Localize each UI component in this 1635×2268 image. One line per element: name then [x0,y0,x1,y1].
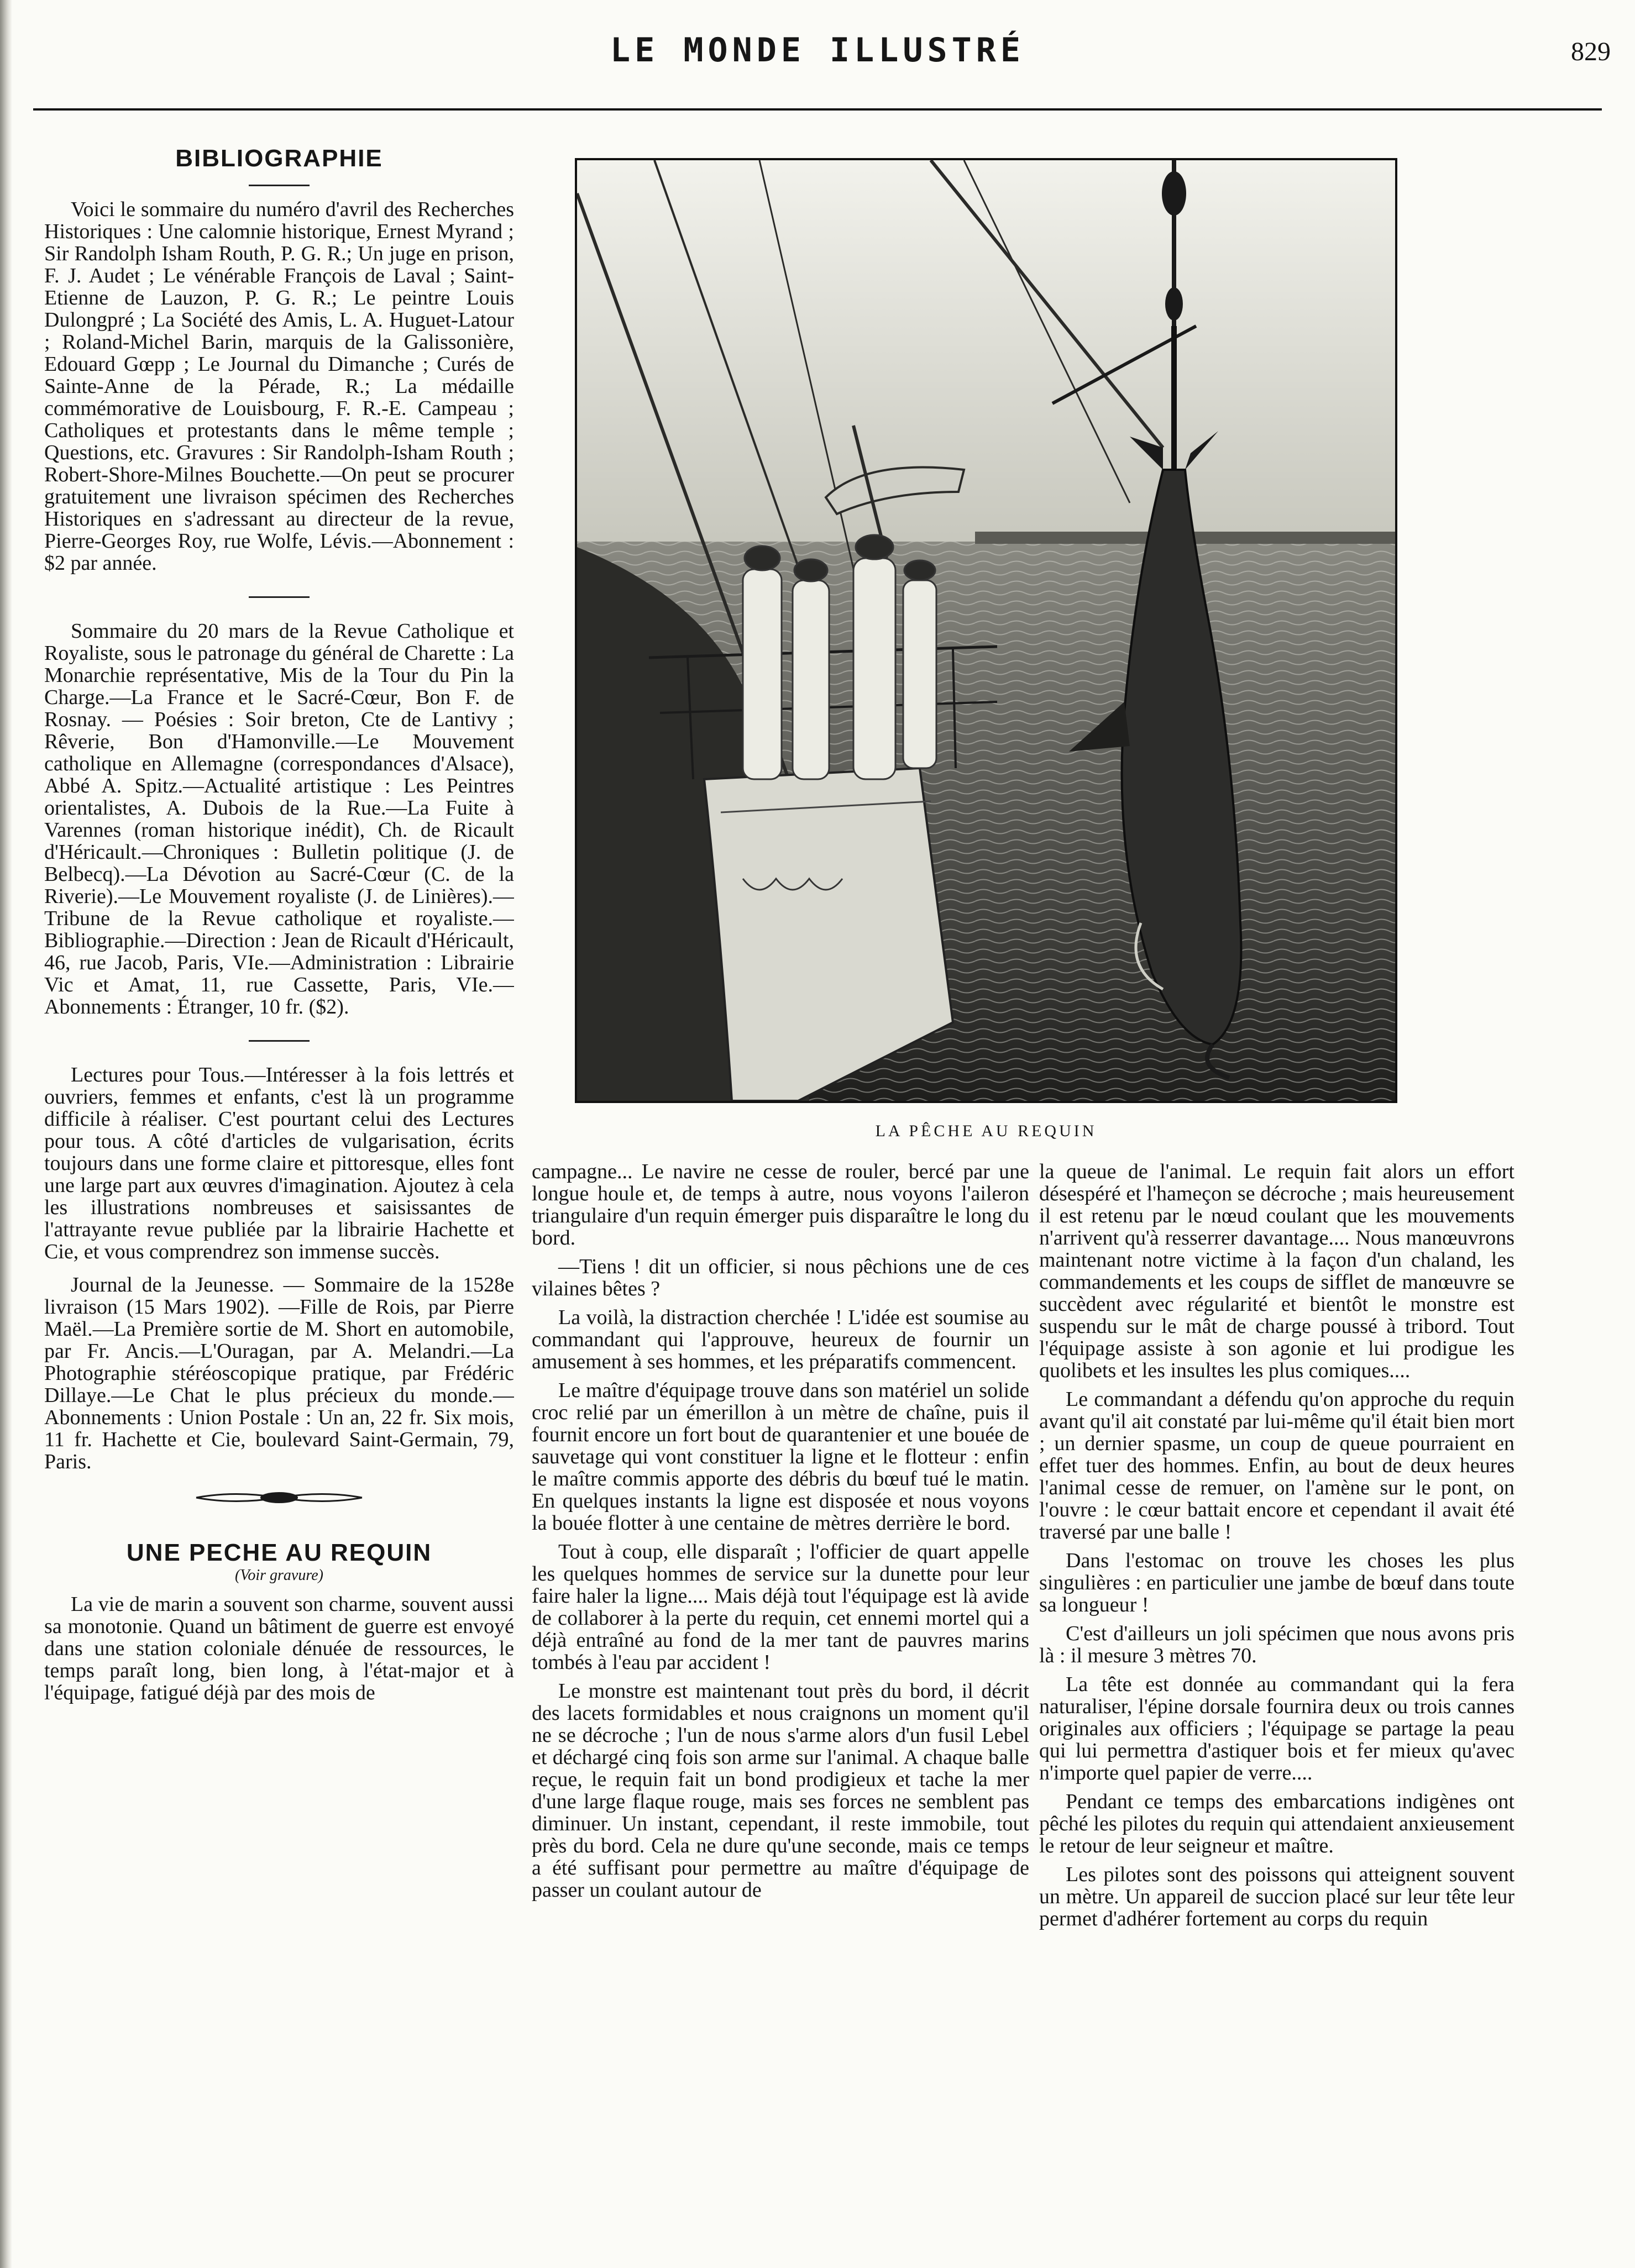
article-paragraph: La tête est donnée au commandant qui la fera naturaliser, l'épine dorsale fournira deux ou trois cannes originales aux officiers ; l'équipage se partage la peau qui lui permettra d'astiquer bois et fer mieux qu'avec n'importe quel papier de verre.... [1039,1673,1515,1784]
ornament-divider-icon [191,1489,368,1506]
article-paragraph: Dans l'estomac on trouve les choses les plus singulières : en particulier une jambe de bœuf dans toute sa longueur ! [1039,1549,1515,1616]
article-paragraph: —Tiens ! dit un officier, si nous pêchions une de ces vilaines bêtes ? [532,1255,1029,1300]
bibliographie-journal-jeunesse: Journal de la Jeunesse. — Sommaire de la 1528e livraison (15 Mars 1902). —Fille de Rois, par Pierre Maël.—La Première sortie de M. Short en automobile, par Fr. Ancis.—L'Ouragan, par A. Melandri.—La Photographie stéréoscopique pratique, par Frédéric Dillaye.—Le Chat le plus précieux du monde.—Abonnements : Union Postale : Un an, 22 fr. Six mois, 11 fr. Hachette et Cie, boulevard Saint-Germain, 79, Paris. [44,1273,514,1473]
middle-column [532,1161,1029,2244]
article-paragraph: Le monstre est maintenant tout près du bord, il décrit des lacets formidables et nous craignons un moment qu'il ne se décroche ; l'un de nous s'arme alors d'un fusil Lebel et déchargé cinq fois son arme sur l'animal. A chaque balle reçue, le requin fait un bond prodigieux et tache la mer d'une large flaque rouge, mais ses forces ne semblent pas diminuer. Un instant, cependant, il reste immobile, tout près du bord. Cela ne dure qu'une seconde, mais ce temps a été suffisant pour permettre au maître d'équipage de passer un coulant autour de [532,1679,1029,1902]
article-paragraph: campagne... Le navire ne cesse de rouler, bercé par une longue houle et, de temps à autre, nous voyons l'aileron triangulaire d'un requin émerger puis disparaître le long du bord. [532,1161,1029,1250]
header-rule [33,108,1602,111]
left-column [44,138,514,2227]
article-paragraph: Le maître d'équipage trouve dans son matériel un solide croc relié par un émerillon à un mètre de chaîne, puis il fournit encore un fort bout de quarantenier et une bouée de sauvetage qui vont constituer la ligne et le flotteur : enfin le maître commis apporte des débris du bœuf tué le matin. En quelques instants la ligne est disposée et nous voyons la bouée flotter à une centaine de mètres derrière le bord. [532,1379,1029,1535]
section-divider [249,596,310,598]
article-paragraph: Les pilotes sont des poissons qui atteignent souvent un mètre. Un appareil de succion placé sur leur tête leur permet d'adhérer fortement au corps du requin [1039,1863,1515,1930]
bibliographie-lectures: Lectures pour Tous.—Intéresser à la fois lettrés et ouvriers, femmes et enfants, c'est là un programme difficile à réaliser. C'est pourtant celui des Lectures pour tous. A côté d'articles de vulgarisation, écrits toujours dans une forme claire et pittoresque, elles font une large part aux œuvres d'imagination. Ajoutez à cela les illustrations nombreuses et saisissantes de l'attrayante revue publiée par la librairie Hachette et Cie, et vous comprendrez son immense succès. [44,1063,514,1263]
bibliographie-revue-catholique: Sommaire du 20 mars de la Revue Catholique et Royaliste, sous le patronage du général de Charette : La Monarchie représentative, Mis de la Tour du Pin la Charge.—La France et le Sacré-Cœur, Bon F. de Rosnay. — Poésies : Soir breton, Cte de Lantivy ; Rêverie, Bon d'Hamonville.—Le Mouvement catholique en Allemagne (correspondances d'Alsace), Abbé A. Spitz.—Actualité artistique : Les Peintres orientalistes, A. Dubois de la Rue.—La Fuite à Varennes (roman historique inédit), Ch. de Ricault d'Héricault.—Chroniques : Bulletin politique (J. de Belbecq).—La Dévotion au Sacré-Cœur (C. de la Riverie).—Le Mouvement royaliste (J. de Linières).—Tribune de la Revue catholique et royaliste.—Bibliographie.—Direction : Jean de Ricault d'Héricault, 46, rue Jacob, Paris, VIe.—Administration : Librairie Vic et Amat, 11, rue Cassette, Paris, VIe.—Abonnements : Étranger, 10 fr. ($2). [44,620,514,1019]
masthead-title: LE MONDE ILLUSTRÉ [610,31,1025,70]
shark-hoist-illustration-icon [577,160,1395,1101]
page-binding-edge [0,0,12,2268]
bibliographie-recherches: Voici le sommaire du numéro d'avril des Recherches Historiques : Une calomnie historique, Ernest Myrand ; Sir Randolph Isham Routh, P. G. R.; Un juge en prison, F. J. Audet ; Le vénérable François de Laval ; Saint-Etienne de Lauzon, P. G. R.; Le peintre Louis Dulongpré ; La Société des Amis, L. A. Huguet-Latour ; Roland-Michel Barin, marquis de la Galissonière, Edouard Gœpp ; Le Journal du Dimanche ; Curés de Sainte-Anne de la Pérade, R.; La médaille commémorative de Louisbourg, F. R.-E. Campeau ; Catholiques et protestants dans le même temple ; Questions, etc. Gravures : Sir Randolph-Isham Routh ; Robert-Shore-Milnes Bouchette.—On peut se procurer gratuitement une livraison spécimen des Recherches Historiques en s'adressant au directeur de la revue, Pierre-Georges Roy, rue Wolfe, Lévis.—Abonnement : $2 par année. [44,198,514,575]
article-paragraph: la queue de l'animal. Le requin fait alors un effort désespéré et l'hameçon se décroche ; mais heureusement il est retenu par le nœud coulant que les mouvements n'arrivent qu'à resserrer davantage.... Nous manœuvrons maintenant notre victime à la façon d'un chaland, les commandements et les coups de sifflet de manœuvre se succèdent avec régularité et bientôt le monstre est suspendu sur le mât de charge poussé à tribord. Tout l'équipage assiste à son agonie et lui prodigue les quolibets et les insultes les plus comiques.... [1039,1161,1515,1382]
article-paragraph: La voilà, la distraction cherchée ! L'idée est soumise au commandant qui l'approuve, heureux de fournir un amusement à ses hommes, et les préparatifs commencent. [532,1306,1029,1373]
article-subtitle: (Voir gravure) [235,1567,323,1584]
article-paragraph: C'est d'ailleurs un joli spécimen que nous avons pris là : il mesure 3 mètres 70. [1039,1622,1515,1667]
article-paragraph: Tout à coup, elle disparaît ; l'officier de quart appelle les quelques hommes de service sur la dunette pour leur faire haler la ligne.... Mais déjà tout l'équipage est là avide de collaborer à la perte du requin, cet ennemi mortel qui a déjà entraîné au fond de la mer tant de pauvres marins tombés à l'eau par accident ! [532,1540,1029,1674]
section-divider [249,185,310,186]
section-divider [249,1040,310,1042]
right-column [1039,1161,1515,2244]
article-title: UNE PECHE AU REQUIN [126,1539,432,1566]
shark-fishing-engraving [575,158,1397,1103]
article-paragraph: Pendant ce temps des embarcations indigènes ont pêché les pilotes du requin qui attendaient anxieusement le retour de leur seigneur et maître. [1039,1790,1515,1857]
page-number: 829 [1571,37,1611,66]
article-paragraph: Le commandant a défendu qu'on approche du requin avant qu'il ait constaté par lui-même qu'il était bien mort ; un dernier spasme, un coup de queue pourraient en effet tuer des hommes. Enfin, au bout de deux heures l'animal cesse de remuer, on l'amène sur le pont, on l'ouvre : le cœur battait encore et cependant il avait été traversé par une balle ! [1039,1388,1515,1544]
article-intro: La vie de marin a souvent son charme, souvent aussi sa monotonie. Quand un bâtiment de guerre est envoyé dans une station coloniale dénuée de ressources, le temps paraît long, bien long, à l'état-major et à l'équipage, fatigué déjà par des mois de [44,1593,514,1704]
figure-caption: LA PÊCHE AU REQUIN [875,1122,1097,1140]
bibliographie-title: BIBLIOGRAPHIE [175,145,383,172]
